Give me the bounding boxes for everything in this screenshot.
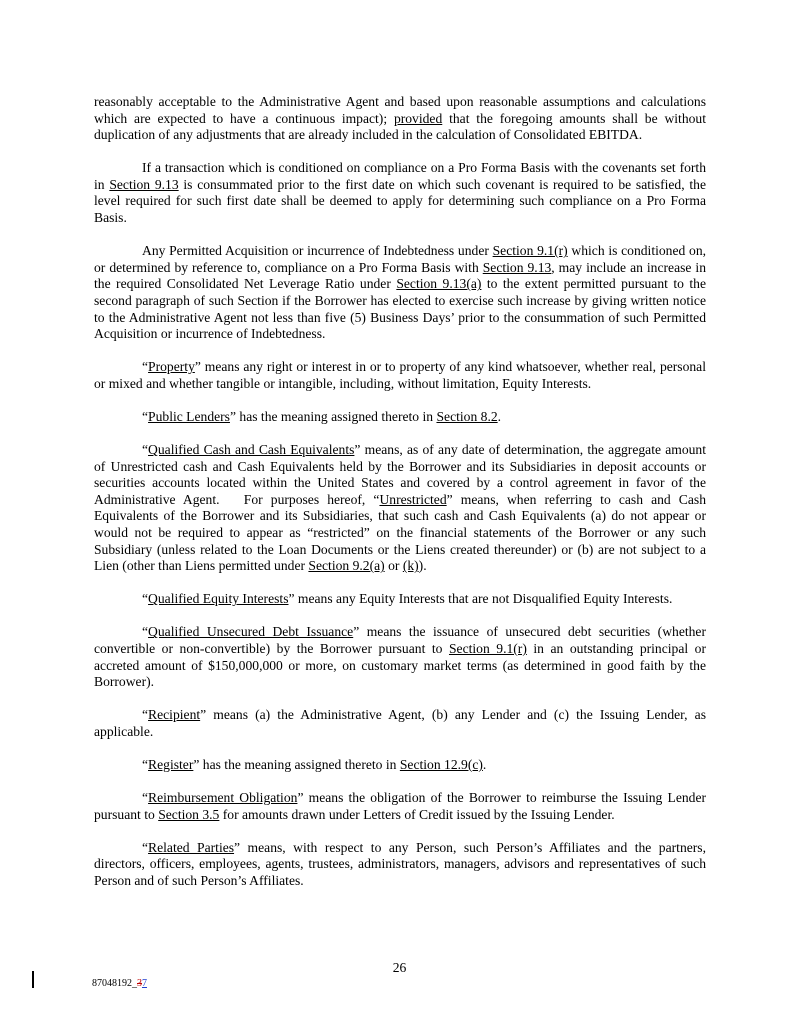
section-reference: Section 9.2(a) [308,558,385,574]
definition-qualified-equity-interests [94,591,706,608]
definition-text: ” means, as of any date of determination, the aggregate amount of Unrestricted cash and Cash Equivalents held by the Borrower and its Subsidiaries in deposit accounts or securities accounts located within the United States and covered by a control agreement in favor of the Administrative Agent. For purposes hereof, “ [94,442,710,507]
definition-text: ” has the meaning assigned thereto in [193,756,400,772]
paragraph-permitted-acquisition [94,243,706,343]
definition-text: ” has the meaning assigned thereto in [229,408,437,424]
paragraph-pro-forma-transaction [94,160,706,226]
defined-term: Register [148,756,194,772]
text: . [482,756,487,772]
definition-text: ” means the issuance of unsecured debt securities (whether convertible or non-convertible) by the Borrower pursuant to [94,624,706,656]
definition-text: ” means the obligation of the Borrower to reimburse the Issuing Lender pursuant to [94,790,707,822]
quote: “ [142,624,149,640]
section-reference: Section 9.13(a) [396,276,482,292]
defined-term: Unrestricted [379,491,447,507]
quote: “ [142,442,149,457]
text: reasonably acceptable to the Administrative Agent and based upon reasonable assumptions and calculations which are expected to have a continuous impact); [94,94,706,126]
section-reference: Section 12.9(c) [399,756,483,772]
text: that the foregoing amounts shall be without duplication of any adjustments that are already included in the calculation of Consolidated EBITDA. [94,110,706,143]
text: , may include an increase in the required Consolidated Net Leverage Ratio under [94,259,706,292]
defined-term: Property [148,359,195,375]
paragraph-ebitda-continuation [94,94,706,144]
definition-property [94,359,706,392]
doc-id-base: 87048192_ [92,978,137,989]
text: to the extent permitted pursuant to the second paragraph of such Section if the Borrower has elected to exercise such increase by giving written notice to the Administrative Agent not less than five (5) Business Days’ prior to the consummation of such Permitted Acquisition or incurrence of Indebtedness. [94,276,706,342]
definition-text: ” means, with respect to any Person, such Person’s Affiliates and the partners, directors, officers, employees, agents, trustees, administrators, managers, advisors and representatives of such Person and of such Person’s Affiliates. [94,839,706,888]
quote: “ [142,707,149,723]
definition-recipient [94,707,706,740]
section-reference: Section 9.1(r) [448,640,527,656]
definition-text: ” means any Equity Interests that are not Disqualified Equity Interests. [288,591,673,607]
deleted-version: 3 [137,978,142,989]
quote: “ [142,839,149,855]
document-body [94,94,710,906]
definition-text: in an outstanding principal or accreted amount of $150,000,000 or more, on customary market terms (as determined in good faith by the Borrower). [94,640,706,690]
text: . [497,408,502,424]
definition-text: ” means (a) the Administrative Agent, (b) any Lender and (c) the Issuing Lender, as applicable. [94,707,706,739]
quote: “ [142,408,149,424]
section-reference: Section 3.5 [158,806,220,822]
defined-term: Recipient [148,707,201,723]
section-reference: Section 9.1(r) [492,243,568,259]
defined-term: Qualified Unsecured Debt Issuance [148,624,354,640]
text: is consummated prior to the first date on which such covenant is required to be satisfied, the level required for such first date shall be deemed to apply for determining such compliance on a Pro Forma Basis. [94,176,706,226]
definition-text: for amounts drawn under Letters of Credit issued by the Issuing Lender. [219,806,615,822]
definition-text: ” means any right or interest in or to property of any kind whatsoever, whether real, personal or mixed and whether tangible or intangible, including, without limitation, Equity Interests. [94,359,706,391]
text: Any Permitted Acquisition or incurrence of Indebtedness under [142,243,493,259]
quote: “ [142,591,149,607]
defined-term: Related Parties [148,839,235,855]
definition-qualified-unsecured-debt [94,624,706,690]
definition-related-parties [94,840,706,890]
definition-reimbursement-obligation [94,790,706,823]
defined-term: Public Lenders [148,408,230,424]
quote: “ [142,359,149,375]
defined-term: Qualified Cash and Cash Equivalents [148,442,355,457]
text: ). [418,558,427,574]
inserted-version: 7 [142,978,147,989]
text: If a transaction which is conditioned on compliance on a Pro Forma Basis with the covenants set forth in [94,160,706,192]
text: or [384,558,403,574]
text: which is conditioned on, or determined by reference to, compliance on a Pro Forma Basis with [94,243,707,275]
section-reference: Section 9.13 [482,259,552,275]
section-reference: (k) [402,558,419,574]
quote: “ [142,790,149,805]
definition-register [94,757,706,774]
defined-term: Qualified Equity Interests [148,591,289,607]
quote: “ [142,756,149,772]
section-reference: Section 8.2 [436,408,498,424]
definition-qualified-cash [94,442,710,575]
page-number: 26 [392,960,407,975]
definition-public-lenders [94,409,706,426]
defined-term: Reimbursement Obligation [148,790,298,805]
document-id [92,978,147,989]
change-bar [32,971,34,988]
section-reference: Section 9.13 [109,176,179,192]
provided-term: provided [393,110,443,126]
definition-text: ” means, when referring to cash and Cash Equivalents of the Borrower and its Subsidiaries, that such cash and Cash Equivalents (a) do not appear or would not be required to appear as “restricted” on the financial statements of the Borrower or any such Subsidiary (unless related to the Loan Documents or the Liens created thereunder) or (b) are not subject to a Lien (other than Liens permitted under [94,491,706,574]
